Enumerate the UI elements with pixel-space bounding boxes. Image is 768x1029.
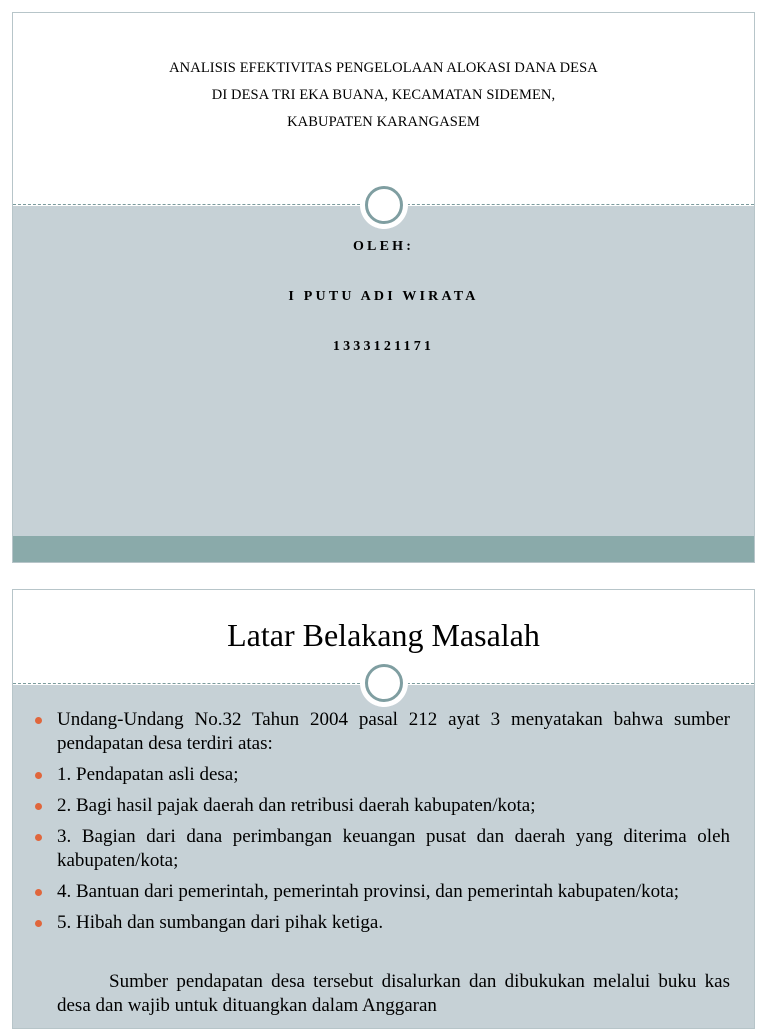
author-block: [13, 239, 754, 389]
footer-accent-bar: [13, 536, 754, 562]
body-paragraph: Sumber pendapatan desa tersebut disalurkan dan dibukukan melalui buku kas desa dan wajib untuk dituangkan dalam Anggaran: [57, 971, 730, 1016]
presentation-title: [13, 55, 754, 136]
divider-circle-ornament: [360, 181, 408, 229]
author-name: I PUTU ADI WIRATA: [288, 289, 479, 304]
slide-title: Latar Belakang Masalah: [227, 617, 540, 653]
background-slide: [12, 589, 755, 1029]
bullet-item: 2. Bagi hasil pajak daerah dan retribusi daerah kabupaten/kota;: [35, 794, 730, 818]
bullet-item: Undang-Undang No.32 Tahun 2004 pasal 212 ayat 3 menyatakan bahwa sumber pendapatan desa terdiri atas:: [35, 708, 730, 756]
title-line-2: DI DESA TRI EKA BUANA, KECAMATAN SIDEMEN,: [211, 87, 556, 103]
title-line-3: KABUPATEN KARANGASEM: [287, 114, 480, 130]
ring-icon: [365, 186, 403, 224]
bullet-item: 1. Pendapatan asli desa;: [35, 763, 730, 787]
title-line-1: ANALISIS EFEKTIVITAS PENGELOLAAN ALOKASI DANA DESA: [169, 60, 598, 76]
by-label: OLEH:: [352, 239, 415, 254]
divider-circle-ornament: [360, 659, 408, 707]
bullet-item: 4. Bantuan dari pemerintah, pemerintah provinsi, dan pemerintah kabupaten/kota;: [35, 880, 730, 904]
title-slide: [12, 12, 755, 563]
bullet-item: 5. Hibah dan sumbangan dari pihak ketiga.: [35, 911, 730, 935]
student-id: 1333121171: [332, 339, 435, 354]
ring-icon: [365, 664, 403, 702]
bullet-list: [35, 708, 730, 942]
bullet-item: 3. Bagian dari dana perimbangan keuangan pusat dan daerah yang diterima oleh kabupaten/kota;: [35, 825, 730, 873]
